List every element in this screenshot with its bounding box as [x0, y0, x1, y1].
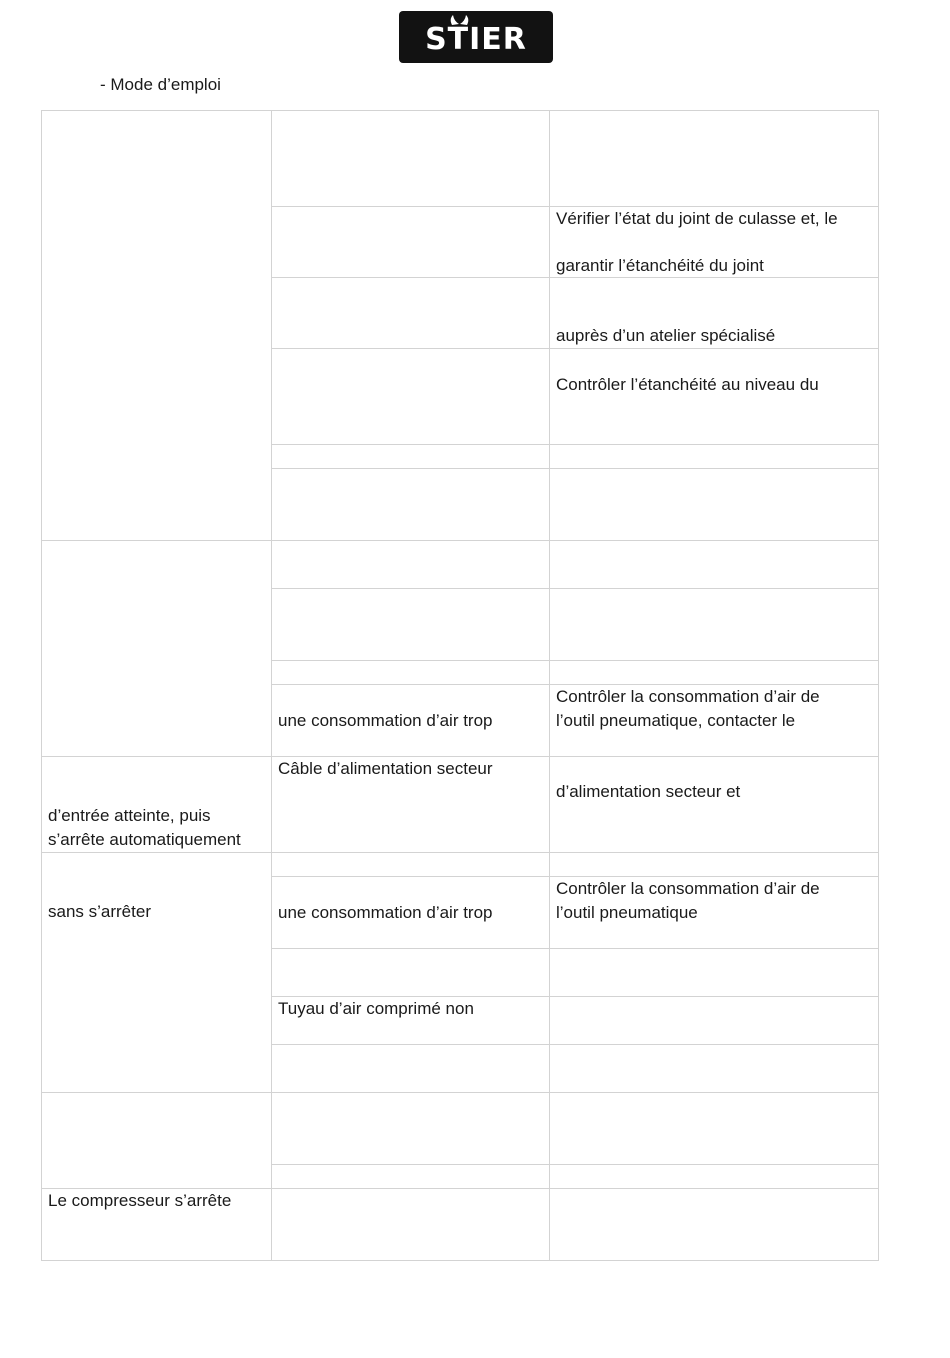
cause-line: Câble d’alimentation secteur — [278, 759, 493, 778]
cell-solution — [550, 445, 879, 469]
problem-line: s’arrête automatiquement — [48, 829, 241, 849]
cell-cause — [272, 469, 550, 541]
cell-problem — [42, 853, 272, 1093]
cell-solution — [550, 469, 879, 541]
cell-cause — [272, 445, 550, 469]
logo-text: STIER — [425, 22, 527, 57]
table-row — [42, 1093, 879, 1165]
problem-line: d’entrée atteinte, puis — [48, 806, 211, 825]
table-row — [42, 111, 879, 207]
solution-line: Vérifier l’état du joint de culasse et, le — [556, 209, 838, 228]
cell-problem — [42, 757, 272, 853]
cell-cause — [272, 278, 550, 349]
cell-problem — [42, 541, 272, 757]
cell-solution — [550, 1189, 879, 1261]
solution-line: l’outil pneumatique — [556, 902, 698, 922]
cell-solution — [550, 1045, 879, 1093]
cell-solution — [550, 207, 879, 278]
troubleshooting-table — [41, 110, 879, 1261]
solution-line: Contrôler la consommation d’air de — [556, 879, 820, 898]
solution-line: auprès d’un atelier spécialisé — [556, 326, 776, 345]
cell-cause — [272, 1189, 550, 1261]
cell-solution — [550, 877, 879, 949]
problem-line: Le compresseur s’arrête — [48, 1191, 232, 1210]
cell-solution — [550, 853, 879, 877]
solution-line: Contrôler la consommation d’air de — [556, 687, 820, 706]
cell-cause — [272, 1165, 550, 1189]
solution-line: d’alimentation secteur et — [556, 782, 741, 801]
cell-solution — [550, 349, 879, 445]
cell-problem — [42, 111, 272, 541]
cell-solution — [550, 111, 879, 207]
cell-solution — [550, 1165, 879, 1189]
solution-line: garantir l’étanchéité du joint — [556, 255, 764, 275]
stier-logo — [399, 11, 553, 63]
table-row — [42, 1189, 879, 1261]
cell-cause — [272, 589, 550, 661]
cell-cause — [272, 997, 550, 1045]
cell-cause — [272, 685, 550, 757]
cell-cause — [272, 949, 550, 997]
cause-line: une consommation d’air trop — [278, 711, 493, 730]
solution-line: l’outil pneumatique, contacter le — [556, 710, 796, 730]
solution-line: Contrôler l’étanchéité au niveau du — [556, 375, 819, 394]
cause-line: Tuyau d’air comprimé non — [278, 999, 474, 1018]
cell-solution — [550, 589, 879, 661]
document-subtitle: - Mode d’emploi — [100, 75, 221, 94]
cell-cause — [272, 757, 550, 853]
cell-cause — [272, 349, 550, 445]
cell-solution — [550, 541, 879, 589]
cell-cause — [272, 853, 550, 877]
cell-cause — [272, 1045, 550, 1093]
cell-cause — [272, 541, 550, 589]
stier-logo-mark — [399, 11, 553, 63]
cell-cause — [272, 1093, 550, 1165]
cause-line: une consommation d’air trop — [278, 903, 493, 922]
cell-solution — [550, 661, 879, 685]
cell-problem — [42, 1093, 272, 1189]
cell-solution — [550, 685, 879, 757]
cell-cause — [272, 111, 550, 207]
cell-solution — [550, 1093, 879, 1165]
table-row — [42, 541, 879, 589]
problem-line: sans s’arrêter — [48, 902, 151, 921]
cell-cause — [272, 207, 550, 278]
cell-solution — [550, 757, 879, 853]
table-row — [42, 853, 879, 877]
cell-problem — [42, 1189, 272, 1261]
cell-solution — [550, 997, 879, 1045]
cell-cause — [272, 661, 550, 685]
cell-solution — [550, 278, 879, 349]
table-row — [42, 757, 879, 853]
cell-solution — [550, 949, 879, 997]
cell-cause — [272, 877, 550, 949]
